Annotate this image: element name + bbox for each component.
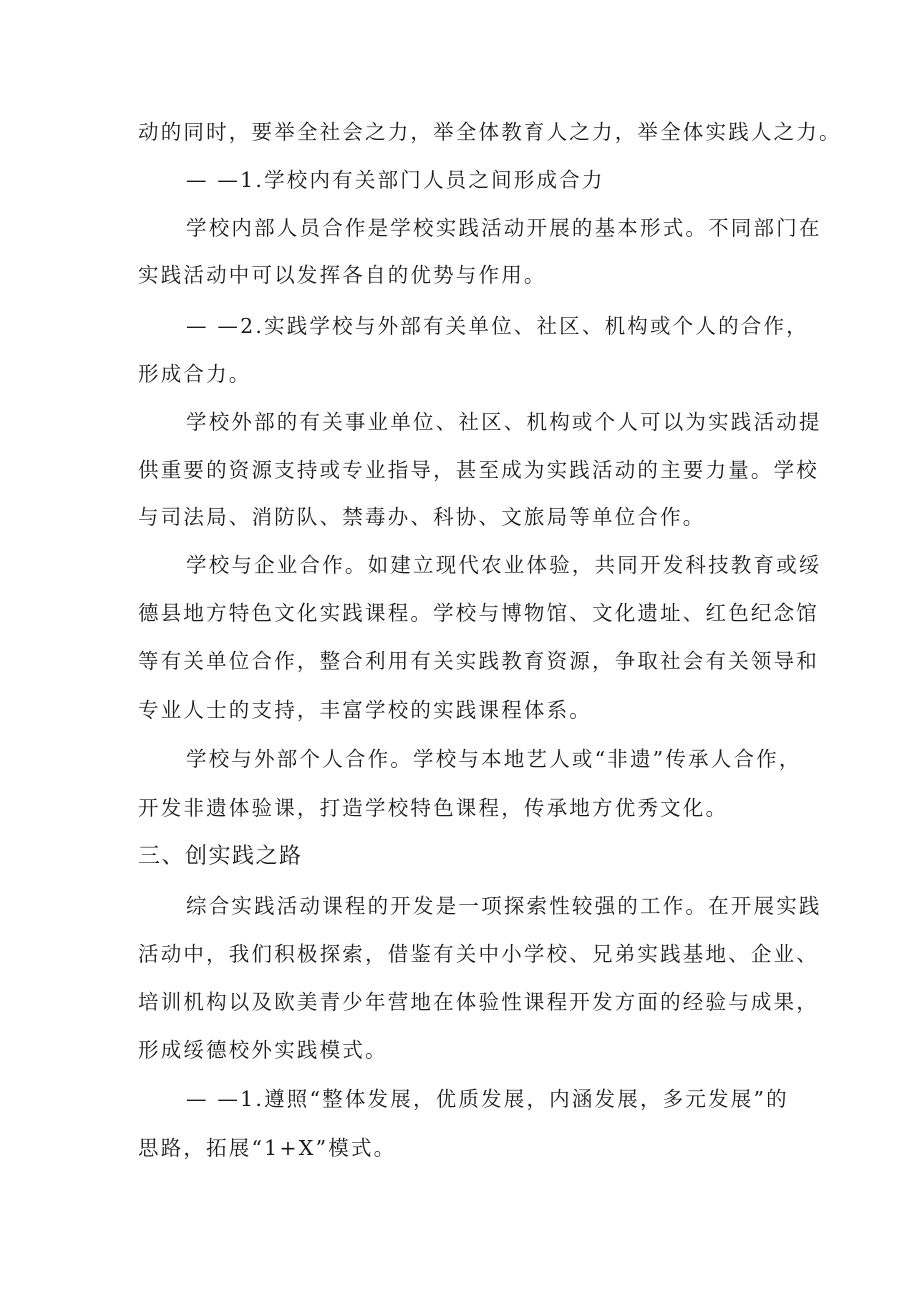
- section-heading: 三、创实践之路: [138, 844, 303, 869]
- paragraph-line: 开发非遗体验课，打造学校特色课程，传承地方优秀文化。: [138, 796, 729, 820]
- paragraph-line: 动的同时，要举全社会之力，举全体教育人之力，举全体实践人之力。: [138, 120, 842, 144]
- paragraph-line: 与司法局、消防队、禁毒办、科协、文旅局等单位合作。: [138, 505, 706, 529]
- paragraph-line: 学校外部的有关事业单位、社区、机构或个人可以为实践活动提: [186, 410, 822, 434]
- paragraph-line: 培训机构以及欧美青少年营地在体验性课程开发方面的经验与成果，: [138, 990, 819, 1014]
- subsection-heading: 思路，拓展“1+X”模式。: [138, 1136, 397, 1160]
- paragraph-line: 学校内部人员合作是学校实践活动开展的基本形式。不同部门在: [186, 216, 822, 240]
- paragraph-line: 等有关单位合作，整合利用有关实践教育资源，争取社会有关领导和: [138, 649, 819, 673]
- paragraph-line: 学校与企业合作。如建立现代农业体验，共同开发科技教育或绥: [186, 553, 822, 577]
- subsection-heading: — —2.实践学校与外部有关单位、社区、机构或个人的合作，: [186, 314, 809, 338]
- paragraph-line: 形成绥德校外实践模式。: [138, 1038, 388, 1062]
- subsection-heading: — —1.学校内有关部门人员之间形成合力: [186, 168, 605, 192]
- subsection-heading: — —1.遵照“整体发展，优质发展，内涵发展，多元发展”的: [186, 1087, 789, 1111]
- subsection-heading: 形成合力。: [138, 362, 252, 386]
- paragraph-line: 德县地方特色文化实践课程。学校与博物馆、文化遗址、红色纪念馆: [138, 601, 819, 625]
- paragraph-line: 学校与外部个人合作。学校与本地艺人或“非遗”传承人合作，: [186, 747, 802, 771]
- paragraph-line: 专业人士的支持，丰富学校的实践课程体系。: [138, 698, 592, 722]
- paragraph-line: 综合实践活动课程的开发是一项探索性较强的工作。在开展实践: [186, 894, 822, 918]
- paragraph-line: 供重要的资源支持或专业指导，甚至成为实践活动的主要力量。学校: [138, 458, 819, 482]
- paragraph-line: 活动中，我们积极探索，借鉴有关中小学校、兄弟实践基地、企业、: [138, 942, 819, 966]
- paragraph-line: 实践活动中可以发挥各自的优势与作用。: [138, 263, 547, 287]
